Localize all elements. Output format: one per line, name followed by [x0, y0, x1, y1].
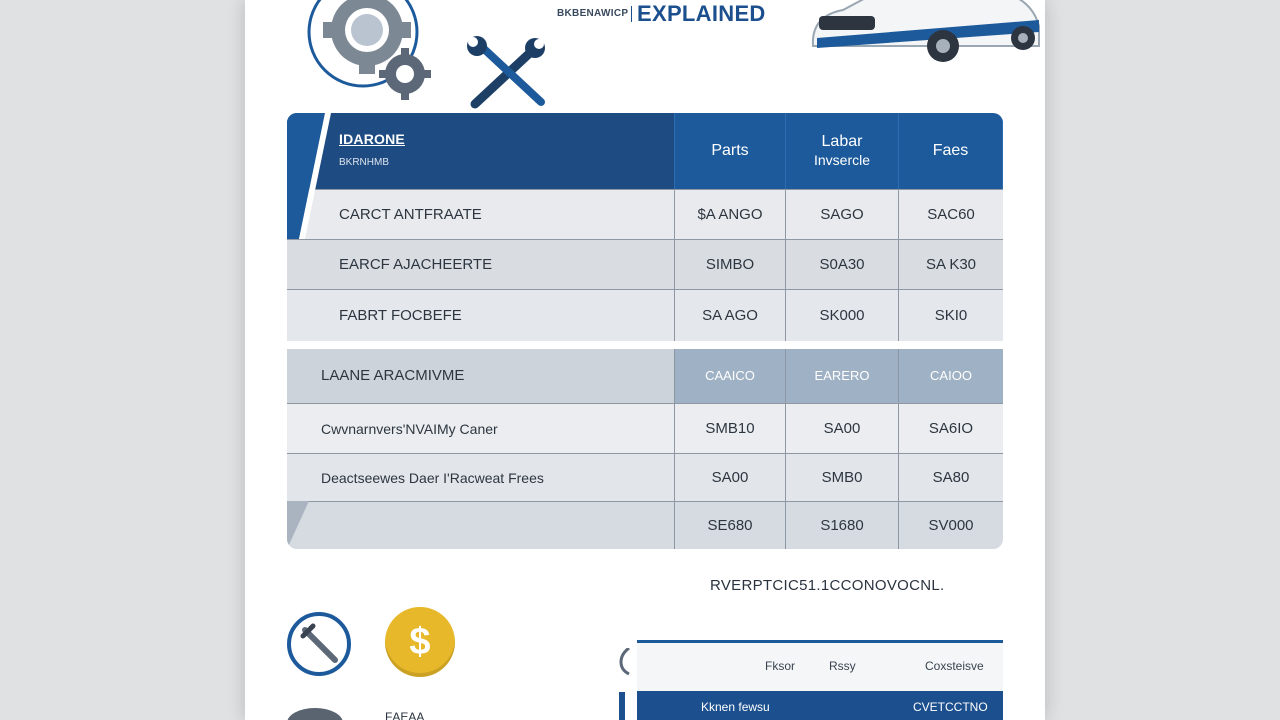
section-name: LAANE ARACMIVME [287, 349, 675, 403]
mini-row-value: CVETCCTNO [913, 700, 988, 714]
row-labor: SK000 [786, 290, 899, 341]
section-parts: CAAICO [675, 349, 786, 403]
row-name: CARCT ANTFRAATE [287, 190, 675, 239]
car-icon [803, 0, 1043, 66]
row-parts: SMB10 [675, 404, 786, 453]
bottom-badge-icon [287, 708, 343, 720]
row-name: FABRT FOCBEFE [287, 290, 675, 341]
table-row [287, 239, 1003, 289]
page-kicker: BKBENAWICP [557, 8, 629, 19]
row-labor: S0A30 [786, 240, 899, 289]
gear-icon [295, 0, 435, 110]
tools-glyph [291, 616, 347, 672]
table-header-row [287, 113, 1003, 189]
row-fees: SA80 [932, 468, 970, 486]
row-labor: S1680 [786, 502, 899, 549]
name-column-subtitle: BKRNHMB [339, 157, 390, 168]
labor-column-header [786, 113, 899, 189]
row-fees: SV000 [928, 516, 974, 534]
table-row [287, 403, 1003, 453]
dollar-coin-icon: $ [385, 607, 455, 677]
mini-table-row [637, 691, 1003, 720]
row-parts: SIMBO [675, 240, 786, 289]
row-parts: SA00 [675, 454, 786, 501]
row-labor: SMB0 [786, 454, 899, 501]
row-name: Cwvnarnvers'NVAIMy Caner [287, 404, 675, 453]
row-fees: SA6IO [928, 419, 974, 437]
fees-column-header: Faes [899, 113, 1003, 189]
row-name: Deactseewes Daer I'Racweat Frees [287, 454, 675, 501]
row-parts: $A ANGO [675, 190, 786, 239]
table-row [287, 189, 1003, 239]
cost-sheet [245, 0, 1045, 720]
mini-col2-header: Rssy [829, 659, 856, 673]
row-name: EARCF AJACHEERTE [287, 240, 675, 289]
wrench-icon [463, 36, 553, 116]
heading-divider [631, 6, 632, 22]
parts-column-header: Parts [675, 113, 786, 189]
row-fees: SKI0 [934, 306, 968, 324]
page-title: EXPLAINED [637, 1, 766, 26]
summary-mini-table [637, 640, 1003, 720]
row-labor: SA00 [786, 404, 899, 453]
mini-table-header [637, 655, 1003, 679]
mini-col1-header: Fksor [765, 659, 795, 673]
table-row [287, 453, 1003, 501]
cost-table [287, 113, 1003, 549]
section-gap [287, 341, 1003, 349]
mini-row-label: Kknen fewsu [701, 700, 770, 714]
row-parts: SE680 [675, 502, 786, 549]
table-row [287, 289, 1003, 341]
row-fees: SA K30 [925, 255, 977, 273]
total-row [287, 501, 1003, 549]
row-fees: SAC60 [927, 205, 975, 223]
bottom-label: FАЕАА [385, 710, 425, 720]
labor-header-line2: Invsercle [813, 152, 871, 168]
bracket-icon [619, 648, 631, 720]
row-name [287, 502, 675, 549]
labor-header-line1: Labar [821, 133, 863, 150]
total-summary-text: RVERPTCIC51.1CCONOVOCNL. [710, 577, 945, 594]
section-fees: CAIOO [899, 349, 1003, 403]
tools-icon [287, 612, 351, 676]
name-column-header [287, 113, 675, 189]
section-header-row [287, 349, 1003, 403]
name-column-title: IDARONE [339, 131, 405, 147]
section-labor: EARERO [786, 349, 899, 403]
row-parts: SA AGO [675, 290, 786, 341]
mini-col3-header: Coxsteisve [925, 659, 984, 673]
header-accent [287, 113, 331, 239]
row-labor: SAGO [786, 190, 899, 239]
total-row-accent [287, 501, 317, 549]
